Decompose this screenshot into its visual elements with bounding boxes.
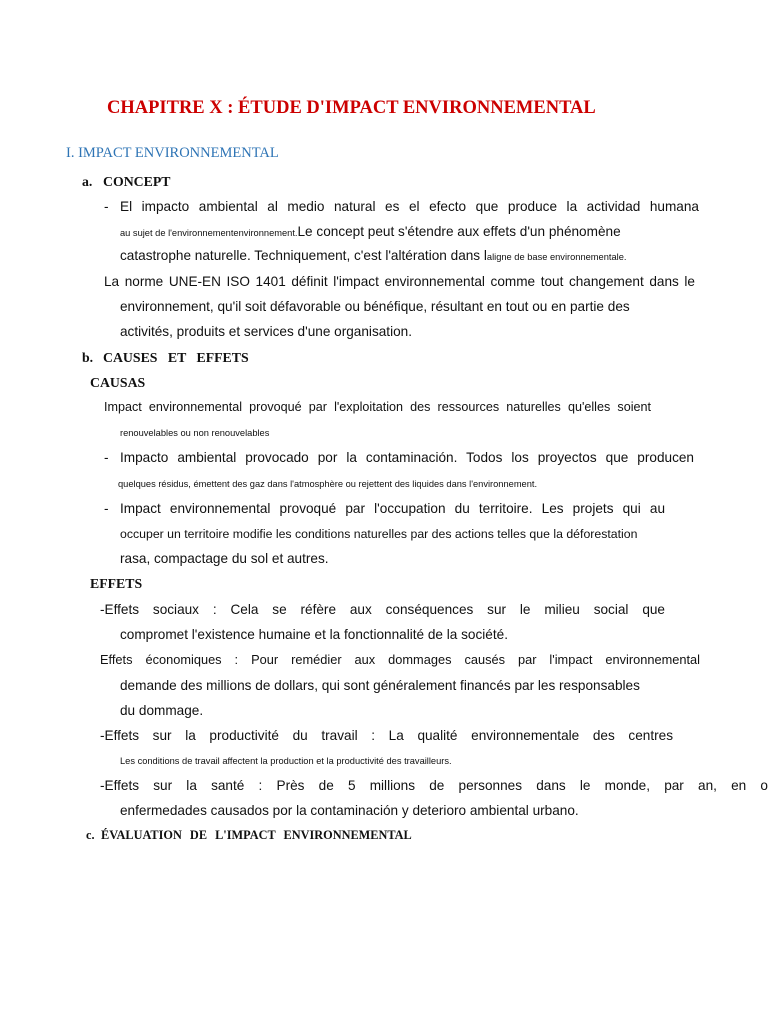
bullet-dash: -: [104, 199, 109, 214]
cause-item-line: renouvelables ou non renouvelables: [120, 428, 270, 438]
causes-effets-heading: CAUSES ET EFFETS: [103, 350, 249, 365]
cause-item-line: rasa, compactage du sol et autres.: [120, 551, 329, 566]
cause-item-line: Impact environnemental provoqué par l'exploitation des ressources naturelles qu'elles soient: [104, 400, 651, 414]
cause-item-line: occuper un territoire modifie les conditions naturelles par des actions telles que la déforestation: [120, 527, 638, 541]
norm-paragraph-line: environnement, qu'il soit défavorable ou bénéfique, résultant en tout ou en partie des: [120, 299, 630, 314]
causas-subheading: CAUSAS: [90, 375, 146, 390]
evaluation-heading: ÉVALUATION DE L'IMPACT ENVIRONNEMENTAL: [101, 828, 412, 842]
norm-paragraph-line: activités, produits et services d'une organisation.: [120, 324, 412, 339]
effets-subheading: EFFETS: [90, 576, 143, 591]
effet-item-line: -Effets sur la productivité du travail : La qualité environnementale des centres: [100, 728, 673, 743]
cause-item-line: Impacto ambiental provocado por la contaminación. Todos los proyectos que producen: [120, 450, 694, 465]
effet-item-line: Les conditions de travail affectent la production et la productivité des travailleurs.: [120, 756, 452, 766]
list-marker-a: a.: [82, 174, 93, 189]
list-marker-b: b.: [82, 350, 94, 365]
effet-item-line: -Effets sociaux : Cela se réfère aux conséquences sur le milieu social que: [100, 602, 665, 617]
bullet-dash: -: [104, 450, 109, 465]
effet-item-line: compromet l'existence humaine et la fonctionnalité de la société.: [120, 627, 508, 642]
concept-paragraph-line: El impacto ambiental al medio natural es el efecto que produce la actividad humana: [120, 199, 699, 214]
effet-item-line: Effets économiques : Pour remédier aux dommages causés par l'impact environnemental: [100, 652, 700, 667]
concept-paragraph-line: catastrophe naturelle. Techniquement, c'est l'altération dans laligne de base environnementale.: [120, 248, 627, 263]
effet-item-line: -Effets sur la santé : Près de 5 millions de personnes dans le monde, par an, en o: [100, 778, 768, 793]
section-heading-impact: I. IMPACT ENVIRONNEMENTAL: [66, 145, 279, 161]
effet-item-line: demande des millions de dollars, qui sont généralement financés par les responsables: [120, 678, 640, 693]
cause-item-line: quelques résidus, émettent des gaz dans l'atmosphère ou rejettent des liquides dans l'environnement.: [118, 479, 538, 489]
concept-paragraph-line: au sujet de l'environnementenvironnement.Le concept peut s'étendre aux effets d'un phénomène: [120, 224, 621, 239]
effet-item-line: du dommage.: [120, 703, 204, 718]
list-marker-c: c.: [86, 828, 95, 842]
concept-heading: CONCEPT: [103, 174, 171, 189]
effet-item-line: enfermedades causados por la contaminación y deterioro ambiental urbano.: [120, 803, 579, 818]
bullet-dash: -: [104, 501, 109, 516]
chapter-title: CHAPITRE X : ÉTUDE D'IMPACT ENVIRONNEMENTAL: [107, 98, 596, 118]
norm-paragraph-line: La norme UNE-EN ISO 1401 définit l'impact environnemental comme tout changement dans le: [104, 274, 695, 289]
cause-item-line: Impact environnemental provoqué par l'occupation du territoire. Les projets qui au: [120, 501, 665, 516]
